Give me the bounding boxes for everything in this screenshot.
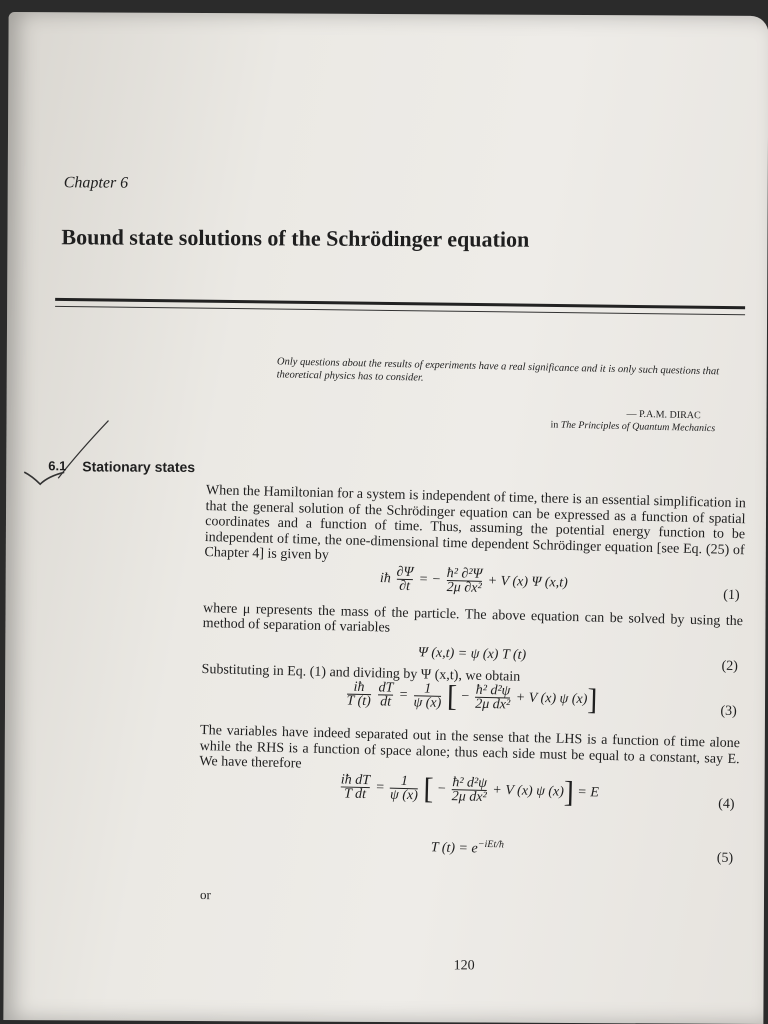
equation-1-number: (1) xyxy=(723,587,740,603)
pen-mark-icon xyxy=(18,412,118,493)
or-label: or xyxy=(199,887,211,903)
section-title: Stationary states xyxy=(82,458,196,475)
equation-3-number: (3) xyxy=(720,703,737,720)
chapter-label: Chapter 6 xyxy=(63,174,129,192)
epigraph-source xyxy=(550,419,715,434)
equation-3: $\frac{iħ}{T (t)}$ $\frac{dT}{dt}$ = $\frac{1}{\psi (x)}$ [ − $\frac{\text{ħ² d²ψ}}{\text{2μ dx²}}$ + V (x) ψ (x)] (3) xyxy=(346,679,737,720)
equation-5: T $(t) = e^{-iEt/ħ}$ (5) xyxy=(430,838,734,866)
epigraph-quote: Only questions about the results of experiments have a real significance and it is only such questions that theoretical physics has to consider. xyxy=(276,356,720,384)
equation-5-number: (5) xyxy=(716,850,734,866)
paragraph-3: Substituting in Eq. (1) and dividing by Ψ (x,t), we obtain xyxy=(201,661,521,685)
equation-1: iħ $\frac{\partial\Psi}{\partial t}$ = − $\frac{\text{ħ² ∂²Ψ}}{\text{2μ ∂x²}}$ + V (x) Ψ (x,t) (1) xyxy=(379,564,740,603)
paragraph-4: The variables have indeed separated out in the sense that the LHS is a function of time alone while the RHS is a function of space alone; thus each side must be equal to a constant, say E. We have therefore xyxy=(199,722,741,772)
paragraph-2: where μ represents the mass of the particle. The above equation can be solved by using the method of separation of variables xyxy=(202,600,744,636)
paragraph-1: When the Hamiltonian for a system is independent of time, there is an essential simplification in that the general solution of the Schrödinger equation can be expressed as a function of spatial coordinates and a function of time. Thus, assuming the potential energy function to be independent of time, the one-dimensional time dependent Schrödinger equation [see Eq. (25) of Chapter 4] is given by xyxy=(204,483,747,564)
equation-2-number: (2) xyxy=(721,658,739,674)
section-number: 6.1 xyxy=(48,458,67,474)
book-page xyxy=(3,12,768,1024)
epigraph-author: — P.A.M. DIRAC xyxy=(626,408,701,422)
epigraph-source-title: The Principles of Quantum Mechanics xyxy=(560,419,716,435)
body-text xyxy=(197,483,746,869)
epigraph-source-prefix: in xyxy=(550,419,559,431)
chapter-title: Bound state solutions of the Schrödinger equation xyxy=(61,224,530,252)
page-number: 120 xyxy=(453,958,475,974)
equation-2: Ψ (x,t) = ψ (x) T (t) (2) xyxy=(417,644,739,674)
equation-4-number: (4) xyxy=(717,796,735,812)
equation-4: $\frac{\text{iħ dT}}{\text{T dt}}$ = $\frac{1}{\psi (x)}$ [ − $\frac{\text{ħ² d²ψ}}{\text{2μ dx²}}$ + V (x) ψ (x)] = E (4) xyxy=(340,771,735,812)
